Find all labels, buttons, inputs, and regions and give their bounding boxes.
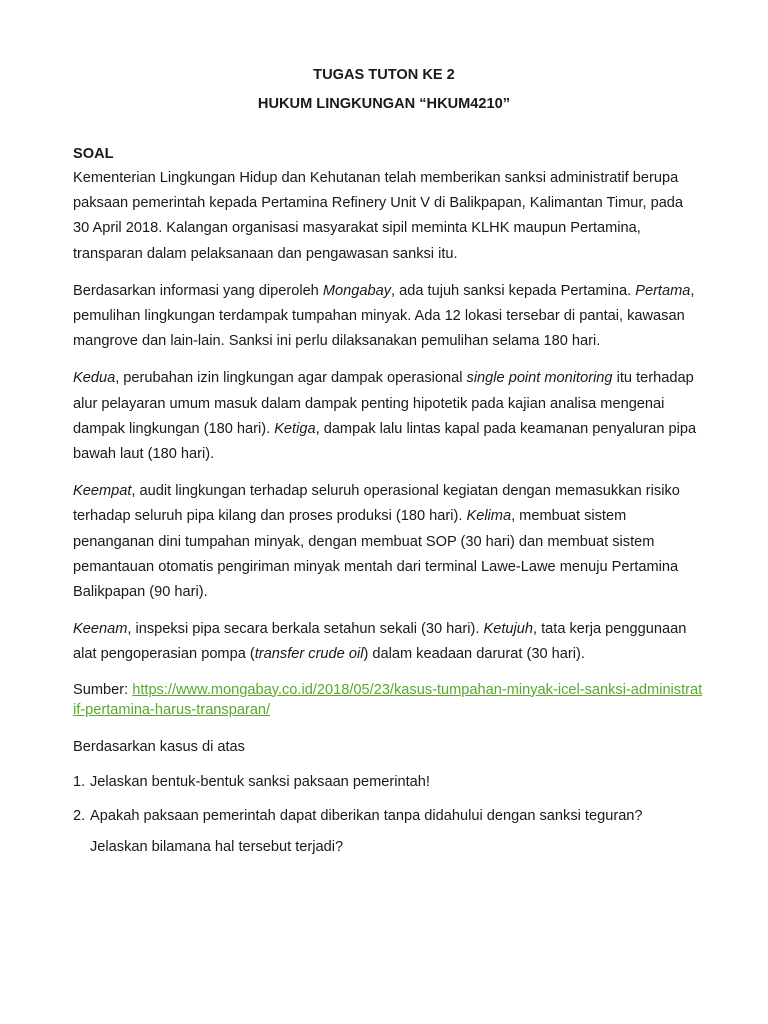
italic-span: Pertama (635, 282, 691, 299)
text-span: , ada tujuh sanksi kepada Pertamina. (391, 282, 636, 299)
text-span: , membuat sistem penanganan dini tumpahan minyak, dengan membuat SOP (30 hari) dan membuat sistem pemantauan otomatis pengiriman minyak mentah dari terminal Lawe-Lawe menuju Pertamina Balikpapan (90 hari). (73, 508, 679, 601)
paragraph-keenam (73, 617, 703, 667)
text-span: , dampak lalu lintas kapal pada keamanan penyaluran pipa bawah laut (180 hari). (73, 420, 697, 463)
text-span: , perubahan izin lingkungan agar dampak operasional (115, 370, 467, 387)
italic-span: Ketiga (274, 420, 316, 437)
italic-span: single point monitoring (466, 370, 613, 387)
text-span: , inspeksi pipa secara berkala setahun sekali (30 hari). (127, 621, 484, 638)
italic-span: transfer crude oil (254, 646, 364, 663)
source-link[interactable]: https://www.mongabay.co.id/2018/05/23/kasus-tumpahan-minyak-icel-sanksi-administratif-pertamina-harus-transparan/ (73, 681, 703, 719)
list-item (73, 770, 703, 795)
italic-span: Mongabay (322, 282, 392, 299)
italic-span: Keenam (73, 621, 128, 638)
paragraph-keempat (73, 479, 703, 605)
paragraph-pertama (73, 279, 703, 355)
question-list (73, 770, 703, 863)
section-label: SOAL (73, 146, 114, 162)
paragraph-intro: Kementerian Lingkungan Hidup dan Kehutanan telah memberikan sanksi administratif berupa paksaan pemerintah kepada Pertamina Refinery Unit V di Balikpapan, Kalimantan Timur, pada 30 April 2018. Kalangan organisasi masyarakat sipil meminta KLHK maupun Pertamina, transparan dalam pelaksanaan dan pengawasan sanksi itu. (73, 170, 684, 262)
italic-span: Kelima (466, 508, 512, 525)
list-number: 1. (73, 773, 86, 790)
document-subtitle: HUKUM LINGKUNGAN “HKUM4210” (257, 96, 511, 112)
question-text: Apakah paksaan pemerintah dapat diberikan tanpa didahului dengan sanksi teguran? Jelaskan bilamana hal tersebut terjadi? (90, 807, 643, 855)
source-line (73, 680, 703, 721)
list-number: 2. (73, 807, 86, 824)
text-span: Berdasarkan informasi yang diperoleh (73, 282, 323, 299)
document-title: TUGAS TUTON KE 2 (313, 67, 455, 83)
questions-intro: Berdasarkan kasus di atas (73, 738, 245, 755)
italic-span: Kedua (73, 370, 116, 387)
list-item (73, 801, 703, 863)
text-span: , audit lingkungan terhadap seluruh operasional kegiatan dengan memasukkan risiko terhadap seluruh pipa kilang dan proses produksi (180 hari). (73, 483, 680, 525)
document-body (73, 144, 703, 863)
italic-span: Ketujuh (483, 621, 533, 638)
text-span: ) dalam keadaan darurat (30 hari). (363, 646, 585, 663)
question-text: Jelaskan bentuk-bentuk sanksi paksaan pemerintah! (90, 773, 430, 790)
text-span: , pemulihan lingkungan terdampak tumpahan minyak. Ada 12 lokasi tersebar di pantai, kawasan mangrove dan lain-lain. Sanksi ini perlu dilaksanakan pemulihan selama 180 hari. (73, 282, 695, 350)
source-label: Sumber: (73, 681, 133, 698)
italic-span: Keempat (73, 483, 132, 500)
paragraph-kedua (73, 366, 703, 467)
text-span: , tata kerja penggunaan alat pengoperasian pompa ( (73, 621, 687, 663)
text-span: itu terhadap alur pelayaran umum masuk dalam dampak penting hipotetik pada kajian analisa mengenai dampak lingkungan (180 hari). (73, 370, 694, 437)
